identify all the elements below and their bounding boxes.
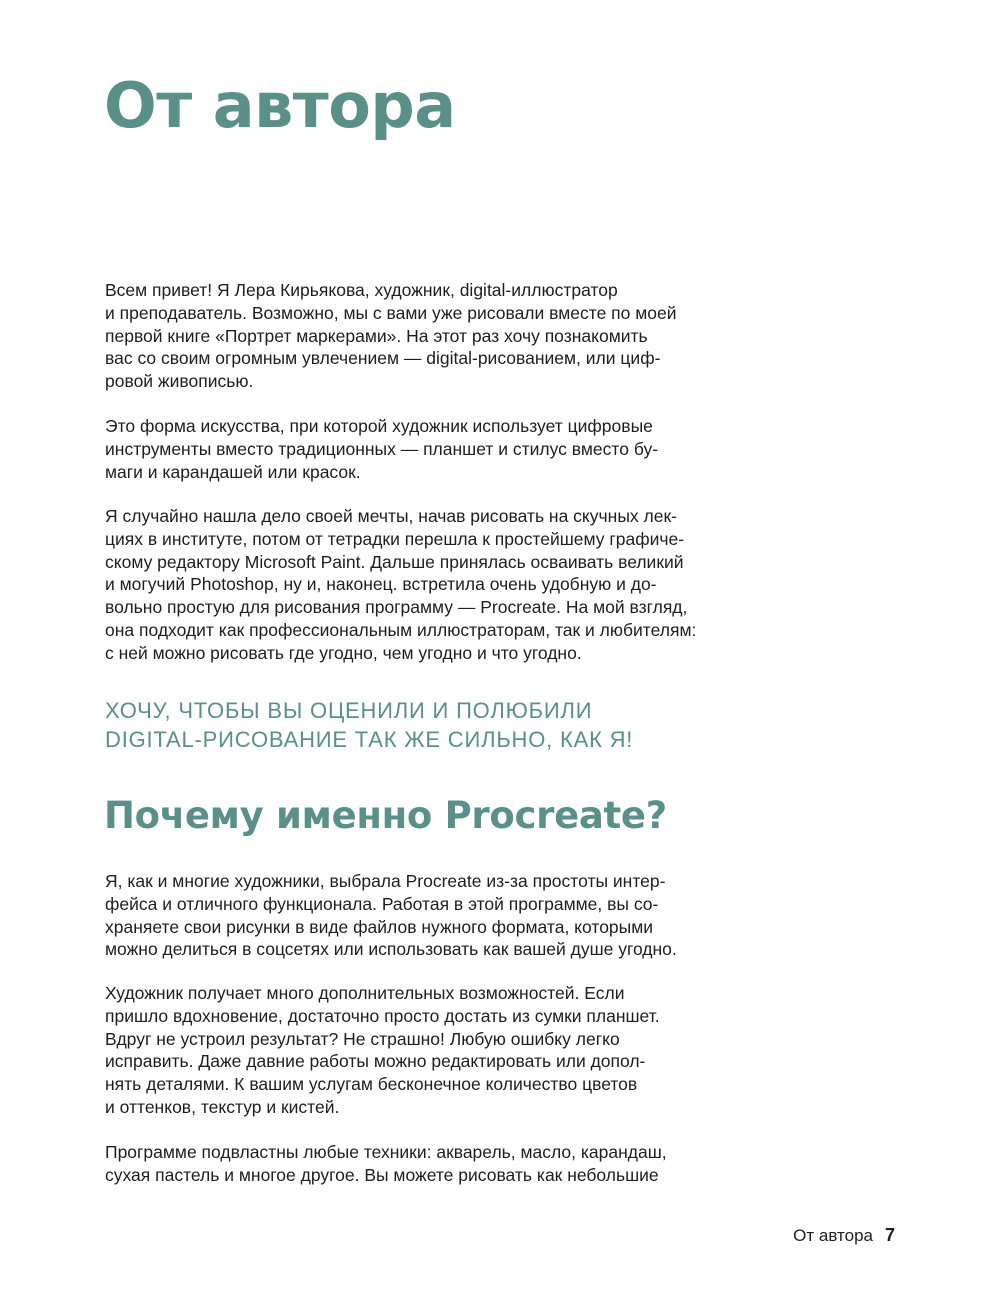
text-line: Я случайно нашла дело своей мечты, начав рисовать на скучных лек- [105, 506, 677, 526]
text-line: можно делиться в соцсетях или использовать как вашей душе угодно. [105, 939, 677, 960]
text-line: и оттенков, текстур и кистей. [105, 1096, 340, 1117]
text-line: нять деталями. К вашим услугам бесконечное количество цветов [105, 1074, 638, 1095]
text-line: пришло вдохновение, достаточно просто достать из сумки планшет. [105, 1005, 660, 1026]
text-line: с ней можно рисовать где угодно, чем угодно и что угодно. [105, 642, 582, 663]
section-paragraph-2 [105, 982, 715, 1119]
text-line: ровой живописью. [105, 371, 254, 392]
text-line: инструменты вместо традиционных — планшет и стилус вместо бу- [105, 438, 659, 459]
intro-paragraph-2 [105, 415, 715, 483]
section-paragraph-1 [105, 870, 715, 961]
intro-paragraph-3 [105, 505, 715, 665]
text-line: храняете свои рисунки в виде файлов нужного формата, которыми [105, 916, 654, 937]
text-line: она подходит как профессиональным иллюстраторам, так и любителям: [105, 619, 697, 640]
text-line: Вдруг не устроил результат? Не страшно! Любую ошибку легко [105, 1028, 620, 1049]
text-line: Всем привет! Я Лера Кирьякова, художник, digital-иллюстратор [105, 280, 618, 300]
text-line: вас со своим огромным увлечением — digital-рисованием, или циф- [105, 348, 661, 369]
pull-quote-line: DIGITAL-РИСОВАНИЕ ТАК ЖЕ СИЛЬНО, КАК Я! [105, 727, 634, 752]
text-line: и преподаватель. Возможно, мы с вами уже рисовали вместе по моей [105, 302, 677, 323]
text-line: фейса и отличного функционала. Работая в этой программе, вы со- [105, 893, 659, 914]
pull-quote-line: ХОЧУ, ЧТОБЫ ВЫ ОЦЕНИЛИ И ПОЛЮБИЛИ [105, 698, 593, 723]
section-paragraph-3 [105, 1141, 715, 1187]
text-line: скому редактору Microsoft Paint. Дальше принялась осваивать великий [105, 551, 684, 572]
text-line: Программе подвластны любые техники: акварель, масло, карандаш, [105, 1142, 667, 1162]
intro-paragraph-1 [105, 279, 715, 393]
section-heading: Почему именно Procreate? [104, 794, 667, 837]
page-footer [793, 1224, 895, 1247]
running-title: От автора [793, 1226, 873, 1245]
text-line: Художник получает много дополнительных возможностей. Если [105, 983, 625, 1003]
page-title: От автора [104, 69, 456, 142]
text-line: и могучий Photoshop, ну и, наконец. встретила очень удобную и до- [105, 574, 657, 595]
text-line: первой книге «Портрет маркерами». На этот раз хочу познакомить [105, 325, 648, 346]
text-line: маги и карандашей или красок. [105, 461, 361, 482]
pull-quote [105, 696, 725, 754]
text-line: исправить. Даже давние работы можно редактировать или допол- [105, 1051, 646, 1072]
text-line: сухая пастель и многое другое. Вы можете рисовать как небольшие [105, 1164, 659, 1185]
text-line: Это форма искусства, при которой художник использует цифровые [105, 416, 653, 436]
page-number: 7 [884, 1225, 895, 1245]
text-line: вольно простую для рисования программу — Procreate. На мой взгляд, [105, 597, 688, 618]
text-line: циях в институте, потом от тетрадки перешла к простейшему графиче- [105, 528, 685, 549]
text-line: Я, как и многие художники, выбрала Procreate из-за простоты интер- [105, 871, 666, 891]
